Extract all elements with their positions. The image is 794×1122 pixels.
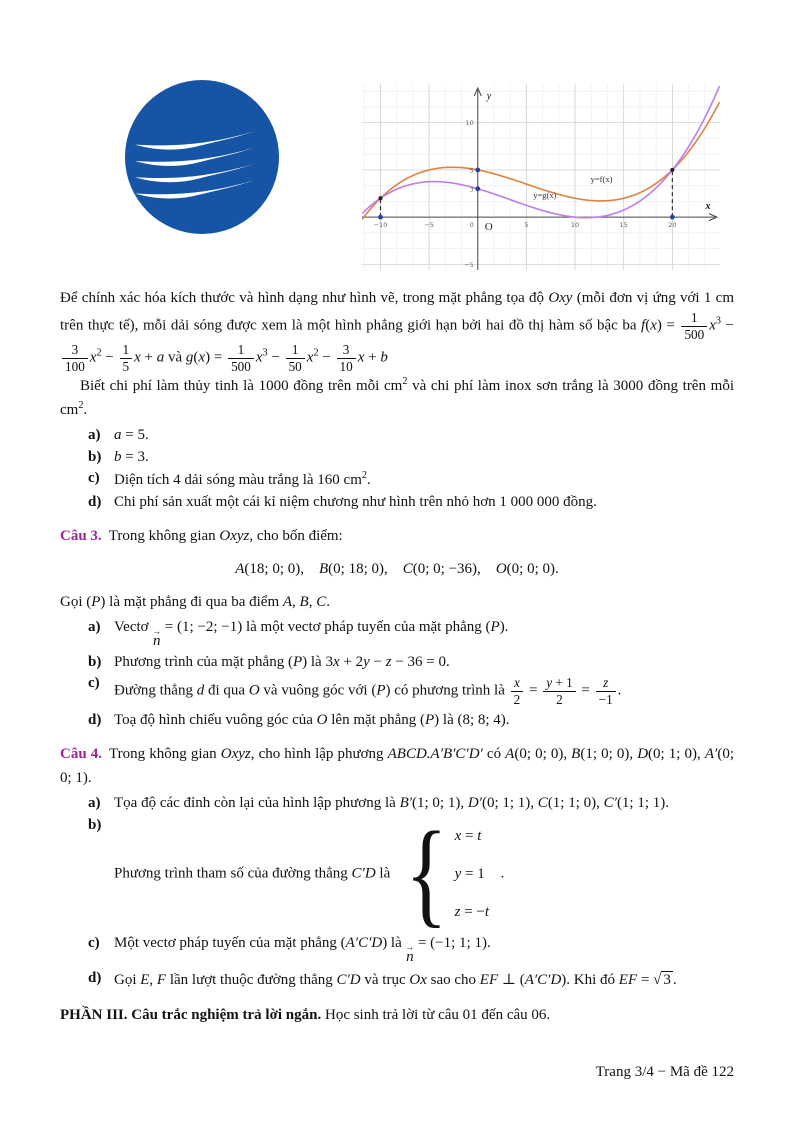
- svg-text:5: 5: [469, 166, 474, 175]
- svg-text:y=g(x): y=g(x): [533, 190, 557, 201]
- option-marker: b): [88, 816, 102, 833]
- option-b: [60, 449, 734, 466]
- svg-text:O: O: [484, 221, 493, 234]
- document-body: [60, 286, 734, 1027]
- svg-text:10: 10: [465, 119, 474, 128]
- svg-text:−5: −5: [424, 221, 434, 230]
- question2-options: [60, 427, 734, 511]
- option-b: [60, 654, 734, 671]
- function-graph: [362, 84, 720, 270]
- question-label: Câu 4.: [60, 746, 103, 762]
- option-text: a = 5.: [114, 427, 149, 444]
- option-text: Chi phí sản xuất một cái kỉ niệm chương như hình trên nhỏ hơn 1 000 000 đồng.: [114, 493, 597, 510]
- option-text: Một vectơ pháp tuyến của mặt phẳng (A′C′D) là → n = (−1; 1; 1).: [114, 935, 491, 965]
- curve-y=f(x): [362, 102, 720, 219]
- svg-text:y: y: [486, 91, 492, 102]
- question-text: Trong không gian Oxyz, cho bốn điểm:: [108, 527, 343, 544]
- option-marker: d): [88, 493, 102, 510]
- option-text: Tọa độ các đỉnh còn lại của hình lập phương là B′(1; 0; 1), D′(0; 1; 1), C(1; 1; 0), C′(1; 1; 1).: [114, 795, 670, 811]
- option-marker: b): [88, 448, 102, 465]
- question4-options: [60, 795, 734, 989]
- option-c: [60, 675, 734, 707]
- cost-paragraph: Biết chi phí làm thủy tinh là 1000 đồng trên mỗi $cm^2$ và chi phí làm inox sơn trắng là 3000 đồng trên mỗi $cm^2$.: [60, 376, 734, 419]
- option-text: Diện tích 4 dải sóng màu trắng là 160 $cm^2$.: [114, 470, 371, 489]
- option-marker: c): [88, 470, 100, 487]
- option-marker: d): [88, 712, 102, 728]
- option-d: [60, 712, 734, 729]
- svg-text:y=f(x): y=f(x): [590, 174, 613, 185]
- option-a: [60, 795, 734, 812]
- svg-text:10: 10: [570, 221, 580, 230]
- option-marker: c): [88, 675, 100, 692]
- intro-paragraph: Để chính xác hóa kích thước và hình dạng như hình vẽ, trong mặt phẳng tọa độ Oxy (mỗi đơn vị ứng với 1 cm trên thực tế), mỗi dải sóng được xem là một hình phẳng giới hạn bởi hai đồ thị hàm số bậc ba f(x) = $\frac{1}{500}$ $x^3$ − $\frac{3}{100}$ $x^2$ − $\frac{1}{5}$ x + a và g(x) = $\frac{1}{500}$ $x^3$ − $\frac{1}{50}$ $x^2$ − $\frac{3}{10}$ x + b: [60, 290, 735, 374]
- option-marker: a): [88, 427, 101, 444]
- option-text: Vectơ → n = (1; −2; −1) là một vectơ pháp tuyến của mặt phẳng (P).: [114, 618, 509, 649]
- option-text: Gọi E, F lần lượt thuộc đường thẳng C′D và trục Ox sao cho EF ⊥ (A′C′D). Khi đó EF = √ 3 .: [114, 972, 677, 989]
- option-d: [60, 494, 734, 511]
- option-marker: c): [88, 935, 100, 951]
- option-marker: a): [88, 795, 101, 811]
- svg-text:x: x: [705, 201, 711, 213]
- option-c: [60, 935, 734, 966]
- option-a: [60, 619, 734, 650]
- logo-circle: [125, 80, 279, 234]
- option-text: Đường thẳng d đi qua O và vuông góc với (P) có phương trình là $\frac{x}{2}$ = $\frac{y + 1}{2}$ = $\frac{z}{-1}$ .: [114, 675, 622, 707]
- option-c: [60, 470, 734, 489]
- svg-text:5: 5: [524, 221, 529, 230]
- option-d: [60, 970, 734, 989]
- option-b: [60, 807, 734, 939]
- svg-text:−10: −10: [373, 221, 388, 230]
- question-4: [60, 742, 734, 989]
- option-text: Phương trình của mặt phẳng (P) là 3x + 2y − z − 36 = 0.: [114, 653, 450, 670]
- svg-text:20: 20: [668, 221, 677, 230]
- option-marker: d): [88, 970, 102, 987]
- question-3: [60, 524, 734, 729]
- question3-options: [60, 619, 734, 729]
- question-text: Trong không gian Oxyz, cho hình lập phương ABCD.A′B′C′D′ có A(0; 0; 0), B(1; 0; 0), D(0; 1; 0), A′(0; 0; 1).: [60, 746, 734, 786]
- part3-rest: Học sinh trả lời từ câu 01 đến câu 06.: [321, 1007, 551, 1024]
- option-text: b = 3.: [114, 448, 149, 465]
- question-3-heading: [60, 524, 734, 548]
- part3-heading: [60, 1003, 734, 1027]
- question-label: Câu 3.: [60, 527, 102, 544]
- option-text: Phương trình tham số của đường thẳng C′D là { x = t y = 1 z = −t .: [114, 807, 505, 939]
- part3-bold: PHẦN III. Câu trắc nghiệm trả lời ngắn.: [60, 1007, 322, 1024]
- option-marker: a): [88, 618, 101, 635]
- function-graph-svg: [362, 84, 720, 270]
- question-4-heading: [60, 742, 734, 790]
- option-a: [60, 427, 734, 444]
- plane-sentence: Gọi (P) là mặt phẳng đi qua ba điểm A, B, C.: [60, 593, 330, 610]
- option-text: Toạ độ hình chiếu vuông góc của O lên mặt phẳng (P) là (8; 8; 4).: [114, 712, 510, 728]
- svg-text:15: 15: [619, 221, 628, 230]
- points-line: A(18; 0; 0), B(0; 18; 0), C(0; 0; −36), O(0; 0; 0).: [235, 560, 559, 577]
- page-footer: Trang 3/4 − Mã đề 122: [595, 1064, 734, 1080]
- svg-text:3: 3: [469, 185, 474, 194]
- svg-text:0: 0: [469, 221, 474, 230]
- option-marker: b): [88, 653, 102, 670]
- logo-medallion: [123, 78, 281, 236]
- svg-text:−5: −5: [464, 260, 474, 269]
